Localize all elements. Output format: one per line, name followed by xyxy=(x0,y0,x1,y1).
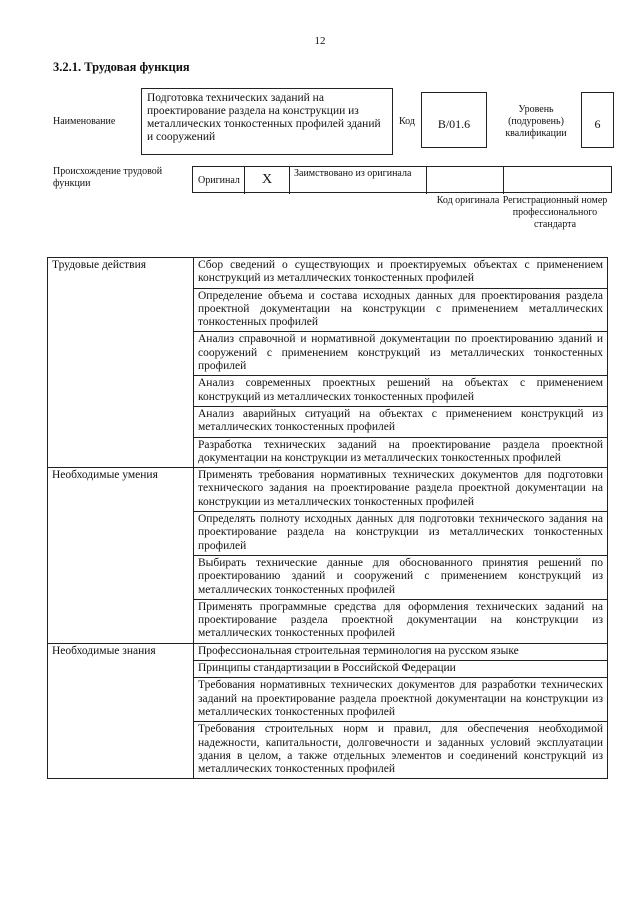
level-value-box: 6 xyxy=(581,92,614,148)
page-number: 12 xyxy=(314,35,326,47)
function-name-box: Подготовка технических заданий на проектирование раздела на конструкции из металлических тонкостенных профилей зданий и сооружений xyxy=(141,88,393,155)
table-row xyxy=(48,258,608,289)
list-item: Выбирать технические данные для обоснованного принятия решений по проектированию зданий и сооружений с применением конструкций из металлических тонкостенных профилей xyxy=(194,555,608,599)
function-details-table xyxy=(47,257,608,779)
level-label: Уровень (подуровень) квалификации xyxy=(505,104,567,139)
code-value-box: B/01.6 xyxy=(421,92,487,148)
list-item: Определять полноту исходных данных для подготовки технического задания на проектирование раздела на конструкции из металлических тонкостенных профилей xyxy=(194,512,608,556)
origin-row xyxy=(192,166,612,193)
list-item: Применять требования нормативных технических документов для подготовки технического задания на проектирование раздела проектной документации на конструкции из металлических тонкостенных профилей xyxy=(194,468,608,512)
list-item: Принципы стандартизации в Российской Федерации xyxy=(194,661,608,678)
section-title-knowledge: Необходимые знания xyxy=(48,643,194,779)
reg-number-caption: Регистрационный номер профессионального стандарта xyxy=(502,195,608,230)
table-row xyxy=(48,468,608,512)
section-title: 3.2.1. Трудовая функция xyxy=(53,60,190,74)
list-item: Применять программные средства для оформления технических заданий на проектирование раздела проектной документации на конструкции из металлических тонкостенных профилей xyxy=(194,599,608,643)
list-item: Требования нормативных технических документов для разработки технических заданий на проектирование раздела проектной документации на конструкции из металлических тонкостенных профилей xyxy=(194,678,608,722)
list-item: Требования строительных норм и правил, для обеспечения необходимой надежности, капитальности, долговечности и заданных условий эксплуатации здания в целом, а также отдельных элементов и соединений конструкций из металлических тонкостенных профилей xyxy=(194,722,608,779)
list-item: Анализ аварийных ситуаций на объектах с применением конструкций из металлических тонкостенных профилей xyxy=(194,406,608,437)
list-item: Разработка технических заданий на проектирование раздела проектной документации на конструкции из металлических тонкостенных профилей xyxy=(194,437,608,468)
original-label-cell: Оригинал xyxy=(193,167,245,194)
original-code-cell xyxy=(427,167,504,194)
list-item: Сбор сведений о существующих и проектируемых объектах с применением конструкций из металлических тонкостенных профилей xyxy=(194,258,608,289)
section-title-actions: Трудовые действия xyxy=(48,258,194,468)
name-label: Наименование xyxy=(53,116,116,127)
original-mark-cell: X xyxy=(245,167,290,194)
list-item: Анализ справочной и нормативной документации по проектированию зданий и сооружений с применением конструкций из металлических тонкостенных профилей xyxy=(194,332,608,376)
list-item: Определение объема и состава исходных данных для проектирования раздела проектной документации на конструкции с применением металлических тонкостенных профилей xyxy=(194,288,608,332)
table-row xyxy=(48,643,608,660)
borrowed-label-cell: Заимствовано из оригинала xyxy=(290,167,427,194)
list-item: Профессиональная строительная терминология на русском языке xyxy=(194,643,608,660)
code-caption: Код оригинала xyxy=(436,195,500,206)
section-title-skills: Необходимые умения xyxy=(48,468,194,644)
origin-label: Происхождение трудовой функции xyxy=(53,166,163,189)
list-item: Анализ современных проектных решений на объектах с применением конструкций из металлических тонкостенных профилей xyxy=(194,376,608,407)
code-label: Код xyxy=(399,116,415,127)
